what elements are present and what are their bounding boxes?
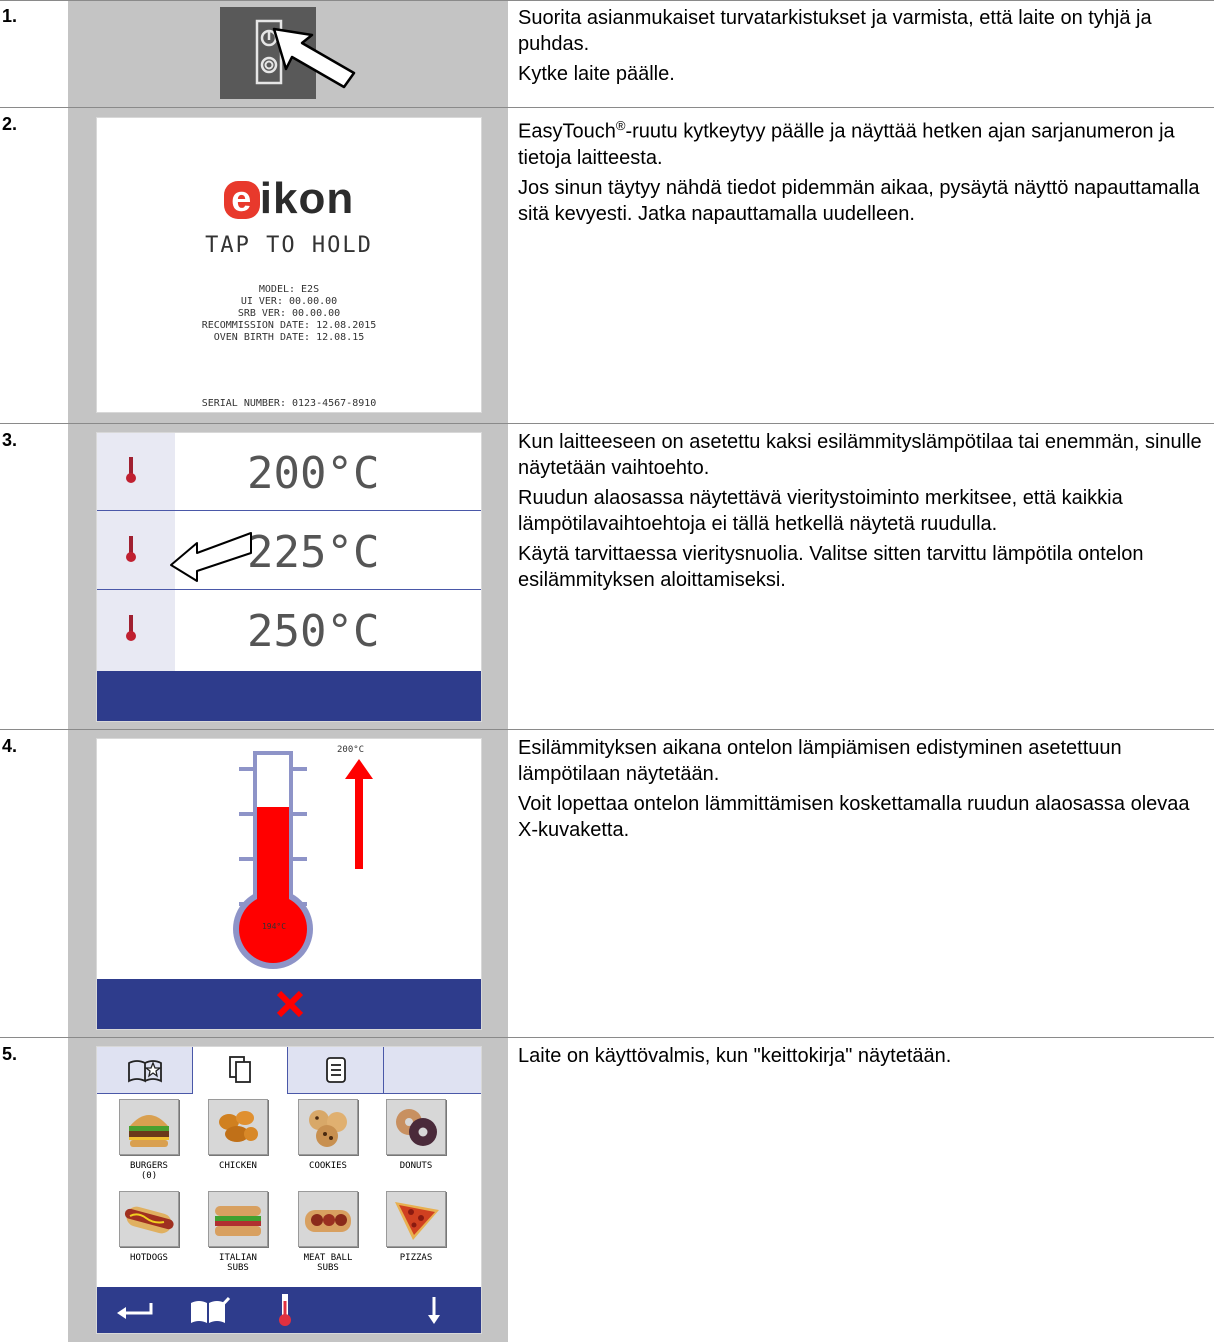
current-temperature: 194°C [261,922,287,931]
step-5 [0,1038,1214,1342]
item-label: ITALIAN [219,1253,257,1263]
text-line: Kytke laite päälle. [518,63,675,85]
tab-bar [97,1047,481,1094]
step-number: 4. [2,736,18,756]
thermometer-icon [125,456,137,484]
cookbook-item-meat-ball-subs[interactable] [293,1191,363,1273]
text-line: Laite on käyttövalmis, kun "keittokirja" näytetään. [518,1045,952,1067]
temperature-option[interactable] [97,511,481,589]
cookbook-item-hotdogs[interactable] [118,1191,180,1263]
item-sublabel: (0) [140,1171,158,1181]
oven-birth-date-line: OVEN BIRTH DATE: 12.08.15 [213,332,365,343]
close-x-icon[interactable] [275,989,305,1019]
arrow-down-icon[interactable] [427,1295,441,1325]
pointer-arrow-icon [167,525,257,585]
cookbook-item-pizzas[interactable] [381,1191,451,1263]
recommission-date-line: RECOMMISSION DATE: 12.08.2015 [201,320,377,331]
cookbook-screen [96,1046,482,1334]
item-label: COOKIES [309,1161,347,1171]
tab-cookbook[interactable] [97,1047,193,1093]
item-sublabel: SUBS [317,1263,339,1273]
cookbook-star-icon [127,1057,163,1083]
item-label: BURGERS [130,1161,168,1171]
serial-number: SERIAL NUMBER: 0123-4567-8910 [201,398,377,409]
cookbook-item-italian-subs[interactable] [203,1191,273,1273]
cookbook-grid [97,1097,481,1283]
step-number: 2. [2,114,18,134]
step-image-panel [68,1,508,107]
cookies-icon [299,1100,357,1154]
srb-version-line: SRB VER: 00.00.00 [237,308,341,319]
step-text [518,5,1208,91]
tap-to-hold-label: TAP TO HOLD [205,233,373,258]
back-arrow-icon[interactable] [115,1299,155,1321]
donuts-icon [387,1100,445,1154]
splash-screen[interactable] [96,117,482,413]
text-line: Suorita asianmukaiset turvatarkistukset ja varmista, että laite on tyhjä ja puhdas. [518,7,1152,55]
step-3 [0,424,1214,729]
item-label: CHICKEN [219,1161,257,1171]
cookbook-item-donuts[interactable] [381,1099,451,1171]
item-label: MEAT BALL [303,1253,353,1263]
cookbook-item-cookies[interactable] [293,1099,363,1171]
text-line: Ruudun alaosassa näytettävä vieritystoiminto merkitsee, että kaikkia lämpötilavaihtoehtoja ei tällä hetkellä näytetä ruudulla. [518,487,1123,535]
pointer-arrow-icon [268,21,358,91]
item-label: PIZZAS [399,1253,433,1263]
model-line: MODEL: E2S [258,284,320,295]
step-image-panel [68,730,508,1037]
target-temperature: 200°C [337,745,365,755]
step-number: 5. [2,1044,18,1064]
item-sublabel: SUBS [227,1263,249,1273]
tab-copy[interactable] [193,1047,288,1094]
food-tile [119,1099,179,1155]
step-4 [0,730,1214,1037]
ui-version-line: UI VER: 00.00.00 [240,296,338,307]
step-text [518,735,1208,847]
food-tile [298,1099,358,1155]
text-line: Kun laitteeseen on asetettu kaksi esilämmityslämpötilaa tai enemmän, sinulle näytetään vaihtoehto. [518,431,1202,479]
temperature-option[interactable] [97,590,481,670]
thermometer-graphic [97,739,481,979]
meatball-sub-icon [299,1192,357,1246]
temperature-select-screen [96,432,482,722]
step-1 [0,0,1214,107]
step-image-panel [68,108,508,423]
temperature-value: 250°C [247,606,380,657]
thermometer-icon[interactable] [277,1293,293,1327]
item-label: DONUTS [399,1161,433,1171]
food-tile [119,1191,179,1247]
bottom-bar [97,979,481,1029]
temperature-value: 200°C [247,448,380,499]
eikon-logo: e ikon [97,174,481,224]
text-line: Voit lopettaa ontelon lämmittämisen koskettamalla ruudun alaosassa olevaa X-kuvaketta. [518,793,1190,841]
hotdog-icon [120,1192,178,1246]
step-image-panel [68,1038,508,1342]
temperature-value: 225°C [247,527,380,578]
food-tile [386,1191,446,1247]
preheat-screen [96,738,482,1030]
text-line: Jos sinun täytyy nähdä tiedot pidemmän aikaa, pysäytä näyttö napauttamalla sitä kevyesti. Jatka napauttamalla uudelleen. [518,176,1200,225]
edit-book-icon[interactable] [189,1295,231,1325]
tab-list[interactable] [288,1047,384,1093]
copy-document-icon [227,1055,255,1085]
cookbook-item-burgers[interactable] [118,1099,180,1181]
step-number: 1. [2,6,18,26]
italian-sub-icon [209,1192,267,1246]
step-number: 3. [2,430,18,450]
text-line: EasyTouch®-ruutu kytkeytyy päälle ja näyttää hetken ajan sarjanumeron ja tietoja laitteesta. [518,118,1175,169]
step-image-panel [68,424,508,729]
step-text [518,113,1208,231]
item-label: HOTDOGS [130,1253,168,1263]
step-text [518,429,1208,597]
bottom-bar [97,671,481,721]
cookbook-item-chicken[interactable] [203,1099,273,1171]
burger-icon [120,1100,178,1154]
step-2 [0,108,1214,423]
text-line: Käytä tarvittaessa vieritysnuolia. Valitse sitten tarvittu lämpötila ontelon esilämmityksen aloittamiseksi. [518,543,1144,591]
bottom-bar [97,1287,481,1333]
thermometer-icon [125,535,137,563]
thermometer-icon [125,614,137,642]
document-list-icon [324,1056,348,1084]
chicken-icon [209,1100,267,1154]
pizza-icon [387,1192,445,1246]
food-tile [298,1191,358,1247]
food-tile [386,1099,446,1155]
temperature-option[interactable] [97,433,481,510]
device-info [97,284,481,344]
step-text [518,1043,1208,1073]
food-tile [208,1191,268,1247]
food-tile [208,1099,268,1155]
text-line: Esilämmityksen aikana ontelon lämpiämisen edistyminen asetettuun lämpötilaan näytetään. [518,737,1122,785]
